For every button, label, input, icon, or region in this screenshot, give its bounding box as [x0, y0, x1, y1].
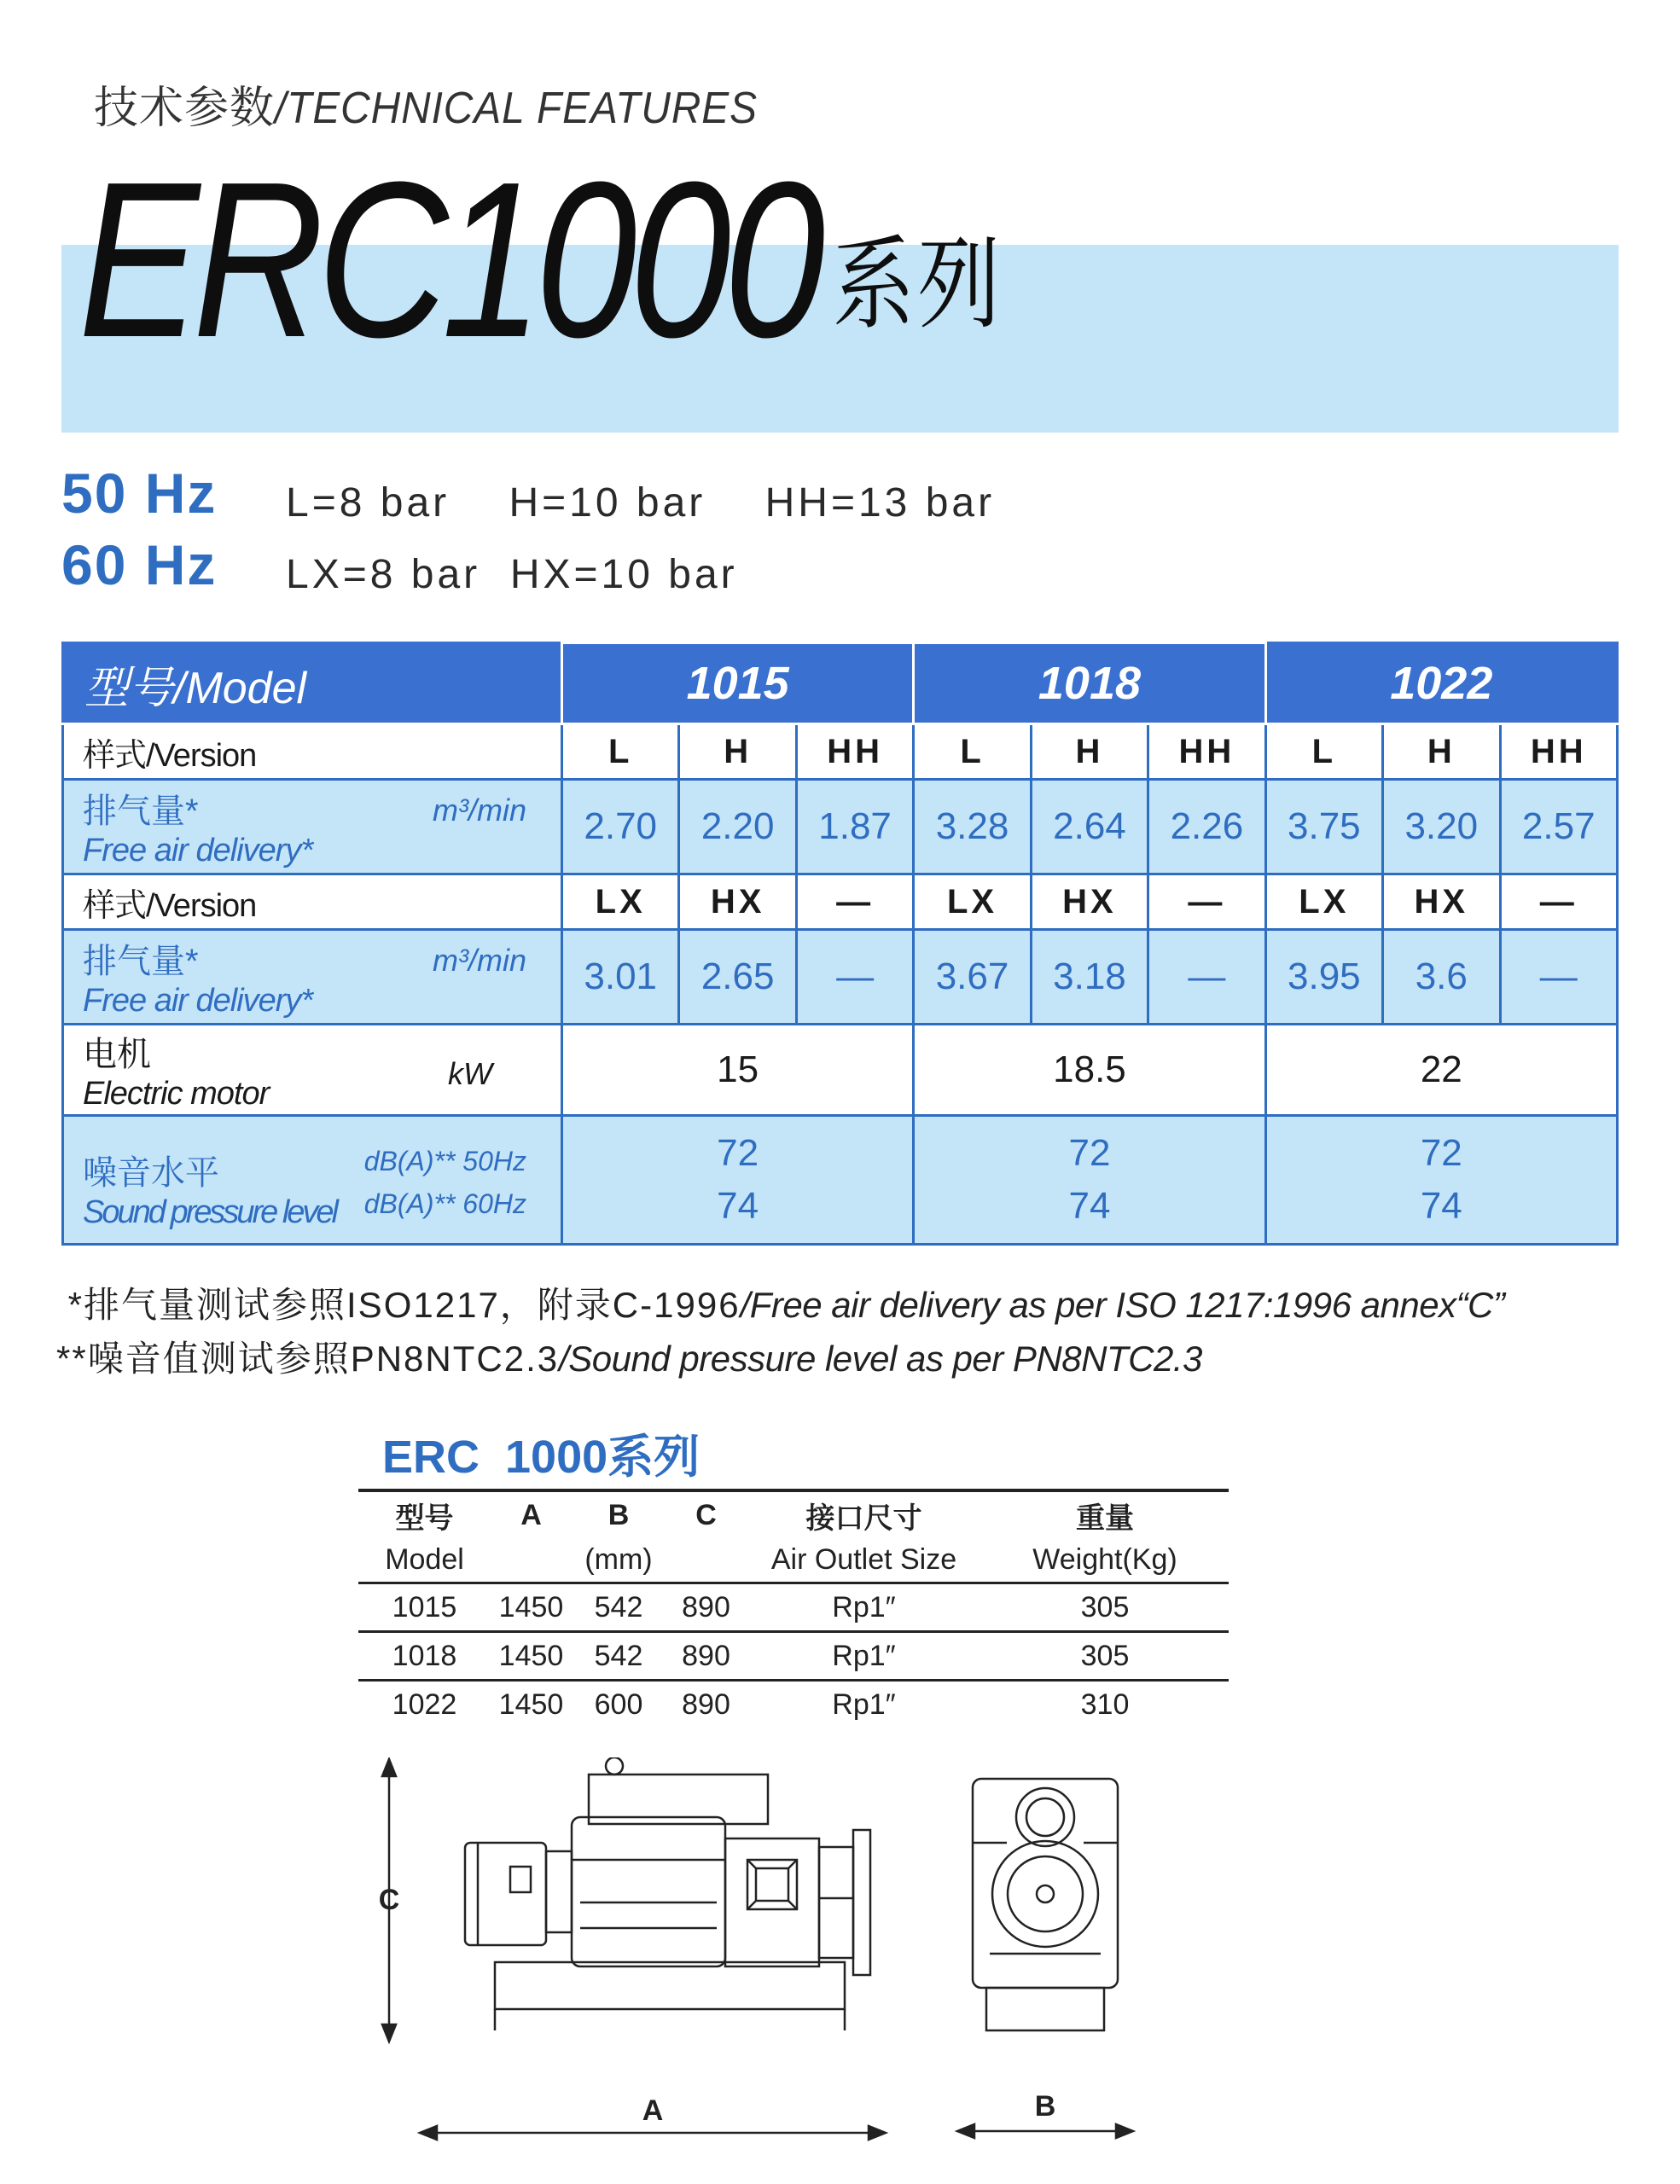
noise-label — [63, 1116, 562, 1245]
fad-value: 2.20 — [679, 780, 796, 874]
fad-value: 2.64 — [1031, 780, 1148, 874]
dim-cell: 1018 — [358, 1632, 491, 1681]
noise-label-cn: 噪音水平 — [83, 1154, 219, 1192]
fad-label — [63, 780, 562, 874]
fad-value: 3.67 — [914, 930, 1031, 1025]
table-header-row — [63, 643, 1618, 724]
motor-label — [63, 1025, 562, 1116]
model-label: 型号/Model — [63, 643, 562, 724]
noise-values — [1265, 1116, 1617, 1245]
noise-value-50: 72 — [1068, 1132, 1111, 1174]
version-cell: HX — [1031, 874, 1148, 930]
dim-subheader: Model — [385, 1542, 464, 1576]
dim-cell: Rp1″ — [747, 1632, 981, 1681]
dim-header: 接口尺寸 — [805, 1502, 922, 1535]
dim-cell: 890 — [666, 1681, 747, 1728]
model-1018: 1018 — [914, 643, 1265, 724]
tech-table — [61, 642, 1619, 1246]
dim-header: 重量 — [1076, 1502, 1134, 1535]
version-row-60hz — [63, 874, 1618, 930]
noise-values — [914, 1116, 1265, 1245]
dim-header: B — [607, 1498, 630, 1531]
dim-cell: 1022 — [358, 1681, 491, 1728]
version-cell: L — [1265, 724, 1382, 780]
fad-unit: m³/min — [433, 793, 526, 828]
noise-values — [562, 1116, 914, 1245]
fad-value: 1.87 — [796, 780, 913, 874]
dim-cell: 1015 — [358, 1583, 491, 1632]
fad-label-en: Free air delivery* — [83, 833, 313, 868]
noise-unit-60: dB(A)** 60Hz — [363, 1188, 526, 1219]
motor-label-cn: 电机 — [83, 1036, 151, 1073]
table-row — [358, 1583, 1229, 1632]
dimensions-table — [358, 1493, 1229, 1728]
noise-row — [63, 1116, 1618, 1245]
side-view — [382, 1757, 886, 2140]
dim-header: A — [520, 1498, 542, 1531]
version-cell: HH — [1148, 724, 1265, 780]
section-heading-en: /TECHNICAL FEATURES — [275, 84, 758, 133]
motor-row — [63, 1025, 1618, 1116]
dimensions-rule — [358, 1489, 1229, 1492]
motor-label-en: Electric motor — [83, 1076, 270, 1112]
dim-cell: 1450 — [491, 1681, 572, 1728]
version-cell: — — [1148, 874, 1265, 930]
dim-cell: 310 — [981, 1681, 1229, 1728]
noise-value-60: 74 — [1068, 1185, 1111, 1227]
model-1015: 1015 — [562, 643, 914, 724]
section-heading — [94, 72, 799, 136]
dim-cell: 1450 — [491, 1583, 572, 1632]
footnote-2-cn: **噪音值测试参照PN8NTC2.3 — [56, 1339, 560, 1379]
version-cell: HH — [1500, 724, 1618, 780]
noise-value-50: 72 — [717, 1132, 759, 1174]
fad-value: 3.20 — [1383, 780, 1500, 874]
dim-cell: 1450 — [491, 1632, 572, 1681]
version-cell: HX — [1383, 874, 1500, 930]
footnote-1-cn: *排气量测试参照ISO1217，附录C-1996 — [56, 1285, 741, 1325]
fad-value: 3.75 — [1265, 780, 1382, 874]
footnote-1 — [56, 1277, 1504, 1328]
fad-value: 2.57 — [1500, 780, 1618, 874]
fad-label-cn: 排气量* — [83, 943, 199, 980]
dim-cell: 600 — [572, 1681, 666, 1728]
noise-unit-50: dB(A)** 50Hz — [363, 1146, 526, 1176]
dim-subheader: Weight(Kg) — [1032, 1542, 1177, 1576]
version-cell: H — [1383, 724, 1500, 780]
dim-subheader: (mm) — [584, 1542, 653, 1576]
version-cell: — — [1500, 874, 1618, 930]
section-heading-cn: 技术参数 — [94, 84, 276, 133]
dim-cell: Rp1″ — [747, 1583, 981, 1632]
table-row — [358, 1681, 1229, 1728]
fad-value: 3.28 — [914, 780, 1031, 874]
fad-value: 2.65 — [679, 930, 796, 1025]
freq-50-note: L=8 bar H=10 bar HH=13 bar — [286, 480, 996, 526]
motor-value: 22 — [1265, 1025, 1617, 1116]
freq-50hz — [61, 461, 217, 526]
version-cell: LX — [562, 874, 679, 930]
footnote-1-en: /Free air delivery as per ISO 1217:1996 annex“C” — [740, 1285, 1505, 1325]
fad-value: 3.18 — [1031, 930, 1148, 1025]
fad-value: 3.95 — [1265, 930, 1382, 1025]
dim-subheader: Air Outlet Size — [770, 1542, 957, 1576]
version-label: 样式/Version — [63, 724, 562, 780]
version-cell: HX — [679, 874, 796, 930]
fad-unit: m³/min — [433, 943, 526, 978]
noise-value-50: 72 — [1420, 1132, 1462, 1174]
dim-a-label: A — [642, 2094, 664, 2127]
table-row — [358, 1632, 1229, 1681]
dim-cell: 305 — [981, 1632, 1229, 1681]
series-model: ERC1000 — [78, 136, 819, 384]
version-label: 样式/Version — [63, 874, 562, 930]
noise-label-en: Sound pressure level — [83, 1194, 336, 1230]
version-cell: H — [1031, 724, 1148, 780]
compressor-drawing — [358, 1757, 1212, 2150]
dimensions-title: ERC 1000系列 — [382, 1432, 700, 1483]
dim-header: C — [695, 1498, 717, 1531]
dim-subheader — [491, 1537, 572, 1583]
fad-label-en: Free air delivery* — [83, 983, 313, 1019]
fad-value: — — [1148, 930, 1265, 1025]
fad-value: 2.26 — [1148, 780, 1265, 874]
motor-value: 15 — [562, 1025, 914, 1116]
model-1022: 1022 — [1265, 643, 1617, 724]
dim-header-cn — [358, 1493, 1229, 1537]
dim-cell: 890 — [666, 1632, 747, 1681]
freq-60-label: 60 Hz — [61, 533, 218, 596]
freq-60-note: LX=8 bar HX=10 bar — [286, 552, 738, 597]
series-title — [78, 136, 1003, 384]
version-cell: L — [914, 724, 1031, 780]
dim-subheader — [666, 1537, 747, 1583]
dim-cell: 542 — [572, 1583, 666, 1632]
fad-label-cn: 排气量* — [83, 793, 199, 830]
fad-value: — — [796, 930, 913, 1025]
motor-unit: kW — [448, 1056, 492, 1091]
dim-cell: Rp1″ — [747, 1681, 981, 1728]
version-cell: LX — [1265, 874, 1382, 930]
version-cell: H — [679, 724, 796, 780]
noise-value-60: 74 — [717, 1185, 759, 1227]
freq-50-label: 50 Hz — [61, 462, 218, 525]
fad-value: 3.01 — [562, 930, 679, 1025]
freq-60hz — [61, 532, 217, 597]
version-row-50hz — [63, 724, 1618, 780]
dim-header-en — [358, 1537, 1229, 1583]
dim-cell: 542 — [572, 1632, 666, 1681]
dim-c-label: C — [378, 1884, 400, 1916]
fad-value: — — [1500, 930, 1618, 1025]
version-cell: LX — [914, 874, 1031, 930]
series-cn: 系列 — [832, 229, 1003, 341]
dim-header: 型号 — [395, 1502, 454, 1535]
fad-row-50hz — [63, 780, 1618, 874]
footnote-2 — [56, 1331, 1202, 1382]
version-cell: HH — [796, 724, 913, 780]
noise-value-60: 74 — [1420, 1185, 1462, 1227]
dim-b-label: B — [1034, 2090, 1056, 2123]
motor-value: 18.5 — [914, 1025, 1265, 1116]
version-cell: — — [796, 874, 913, 930]
fad-row-60hz — [63, 930, 1618, 1025]
version-cell: L — [562, 724, 679, 780]
dim-cell: 305 — [981, 1583, 1229, 1632]
fad-label — [63, 930, 562, 1025]
fad-value: 3.6 — [1383, 930, 1500, 1025]
front-view — [957, 1779, 1133, 2138]
dim-cell: 890 — [666, 1583, 747, 1632]
footnote-2-en: /Sound pressure level as per PN8NTC2.3 — [559, 1339, 1202, 1379]
fad-value: 2.70 — [562, 780, 679, 874]
